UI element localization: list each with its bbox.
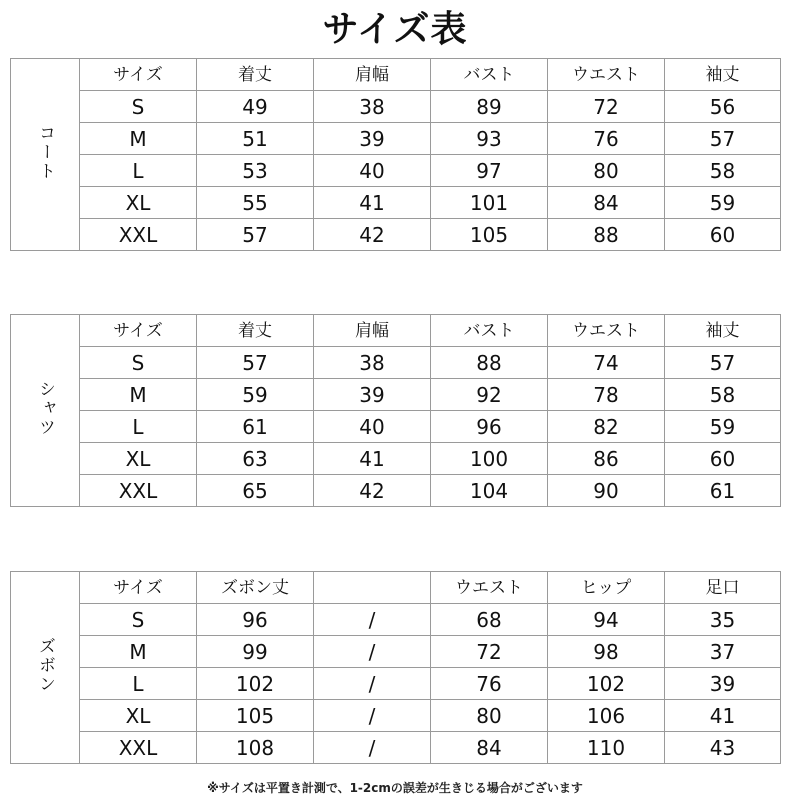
table-cell: 40 <box>314 155 431 187</box>
table-header-row <box>11 315 781 347</box>
category-cell <box>11 59 80 251</box>
measurement-note: ※サイズは平置き計測で、1-2cmの誤差が生きじる場合がございます <box>207 781 583 795</box>
table-cell: 53 <box>197 155 314 187</box>
table-cell: L <box>80 668 197 700</box>
table-cell: 98 <box>548 636 665 668</box>
table-cell: / <box>314 732 431 764</box>
table-cell: 99 <box>197 636 314 668</box>
header-cell: 袖丈 <box>665 59 781 91</box>
table-cell: 57 <box>665 123 781 155</box>
table-header-row <box>11 59 781 91</box>
table-cell: 88 <box>431 347 548 379</box>
table-cell: 106 <box>548 700 665 732</box>
table-cell: 40 <box>314 411 431 443</box>
table-cell: XL <box>80 700 197 732</box>
header-cell <box>314 572 431 604</box>
table-cell: 57 <box>197 347 314 379</box>
header-cell: サイズ <box>80 572 197 604</box>
table-cell: XXL <box>80 732 197 764</box>
table-cell: 60 <box>665 443 781 475</box>
table-row <box>11 379 781 411</box>
header-cell: サイズ <box>80 59 197 91</box>
table-cell: 97 <box>431 155 548 187</box>
table-cell: 57 <box>665 347 781 379</box>
table-cell: 72 <box>431 636 548 668</box>
table-cell: 65 <box>197 475 314 507</box>
table-cell: 82 <box>548 411 665 443</box>
table-cell: 72 <box>548 91 665 123</box>
table-cell: 108 <box>197 732 314 764</box>
header-cell: 肩幅 <box>314 315 431 347</box>
table-cell: 78 <box>548 379 665 411</box>
table-cell: 59 <box>665 187 781 219</box>
table-cell: 76 <box>548 123 665 155</box>
table-cell: 86 <box>548 443 665 475</box>
table-cell: S <box>80 604 197 636</box>
table-cell: / <box>314 636 431 668</box>
header-cell: ウエスト <box>548 315 665 347</box>
table-header-row <box>11 572 781 604</box>
table-cell: 92 <box>431 379 548 411</box>
table-cell: 93 <box>431 123 548 155</box>
table-cell: 102 <box>548 668 665 700</box>
size-table-pants <box>10 571 781 764</box>
table-row <box>11 347 781 379</box>
table-cell: S <box>80 91 197 123</box>
table-row <box>11 604 781 636</box>
header-cell: ヒップ <box>548 572 665 604</box>
header-cell: 袖丈 <box>665 315 781 347</box>
table-cell: 57 <box>197 219 314 251</box>
table-row <box>11 732 781 764</box>
table-cell: 90 <box>548 475 665 507</box>
table-cell: 59 <box>665 411 781 443</box>
table-row <box>11 123 781 155</box>
category-cell <box>11 315 80 507</box>
table-cell: L <box>80 411 197 443</box>
header-cell: バスト <box>431 59 548 91</box>
table-cell: 104 <box>431 475 548 507</box>
header-cell: 足口 <box>665 572 781 604</box>
table-cell: 80 <box>548 155 665 187</box>
category-label: コート <box>35 123 55 181</box>
table-cell: 42 <box>314 219 431 251</box>
table-cell: / <box>314 604 431 636</box>
table-cell: 41 <box>665 700 781 732</box>
table-cell: 60 <box>665 219 781 251</box>
table-cell: 58 <box>665 155 781 187</box>
table-cell: / <box>314 668 431 700</box>
table-cell: 61 <box>197 411 314 443</box>
table-row <box>11 475 781 507</box>
table-cell: 94 <box>548 604 665 636</box>
header-cell: 着丈 <box>197 59 314 91</box>
table-cell: 41 <box>314 443 431 475</box>
table-cell: 89 <box>431 91 548 123</box>
table-cell: 110 <box>548 732 665 764</box>
table-cell: 51 <box>197 123 314 155</box>
table-cell: 101 <box>431 187 548 219</box>
table-cell: 39 <box>314 379 431 411</box>
table-cell: 41 <box>314 187 431 219</box>
table-cell: 96 <box>431 411 548 443</box>
table-cell: 96 <box>197 604 314 636</box>
table-row <box>11 636 781 668</box>
header-cell: ウエスト <box>431 572 548 604</box>
table-cell: 76 <box>431 668 548 700</box>
size-table-coat <box>10 58 781 251</box>
table-row <box>11 187 781 219</box>
table-cell: 74 <box>548 347 665 379</box>
table-cell: L <box>80 155 197 187</box>
table-row <box>11 155 781 187</box>
table-cell: 105 <box>431 219 548 251</box>
table-cell: 49 <box>197 91 314 123</box>
table-cell: 102 <box>197 668 314 700</box>
table-cell: 84 <box>431 732 548 764</box>
table-cell: 38 <box>314 91 431 123</box>
table-cell: M <box>80 636 197 668</box>
table-row <box>11 700 781 732</box>
table-row <box>11 91 781 123</box>
table-cell: 68 <box>431 604 548 636</box>
table-row <box>11 443 781 475</box>
table-cell: XXL <box>80 219 197 251</box>
table-cell: 58 <box>665 379 781 411</box>
table-cell: 59 <box>197 379 314 411</box>
table-row <box>11 411 781 443</box>
header-cell: ズボン丈 <box>197 572 314 604</box>
table-cell: S <box>80 347 197 379</box>
header-cell: ウエスト <box>548 59 665 91</box>
table-cell: 84 <box>548 187 665 219</box>
table-cell: XL <box>80 187 197 219</box>
table-cell: 56 <box>665 91 781 123</box>
table-cell: XL <box>80 443 197 475</box>
size-table-shirt <box>10 314 781 507</box>
header-cell: サイズ <box>80 315 197 347</box>
table-cell: 88 <box>548 219 665 251</box>
table-cell: / <box>314 700 431 732</box>
table-cell: 38 <box>314 347 431 379</box>
table-cell: 43 <box>665 732 781 764</box>
header-cell: 肩幅 <box>314 59 431 91</box>
category-label: ズボン <box>35 636 55 694</box>
table-row <box>11 668 781 700</box>
table-cell: 63 <box>197 443 314 475</box>
category-cell <box>11 572 80 764</box>
table-cell: M <box>80 379 197 411</box>
header-cell: 着丈 <box>197 315 314 347</box>
table-cell: 80 <box>431 700 548 732</box>
table-row <box>11 219 781 251</box>
header-cell: バスト <box>431 315 548 347</box>
category-label: シャツ <box>35 379 55 437</box>
table-cell: 42 <box>314 475 431 507</box>
table-cell: 39 <box>314 123 431 155</box>
table-cell: M <box>80 123 197 155</box>
table-cell: 35 <box>665 604 781 636</box>
table-cell: XXL <box>80 475 197 507</box>
table-cell: 105 <box>197 700 314 732</box>
table-cell: 39 <box>665 668 781 700</box>
table-cell: 61 <box>665 475 781 507</box>
table-cell: 37 <box>665 636 781 668</box>
table-cell: 55 <box>197 187 314 219</box>
table-cell: 100 <box>431 443 548 475</box>
page-title: サイズ表 <box>322 9 468 50</box>
